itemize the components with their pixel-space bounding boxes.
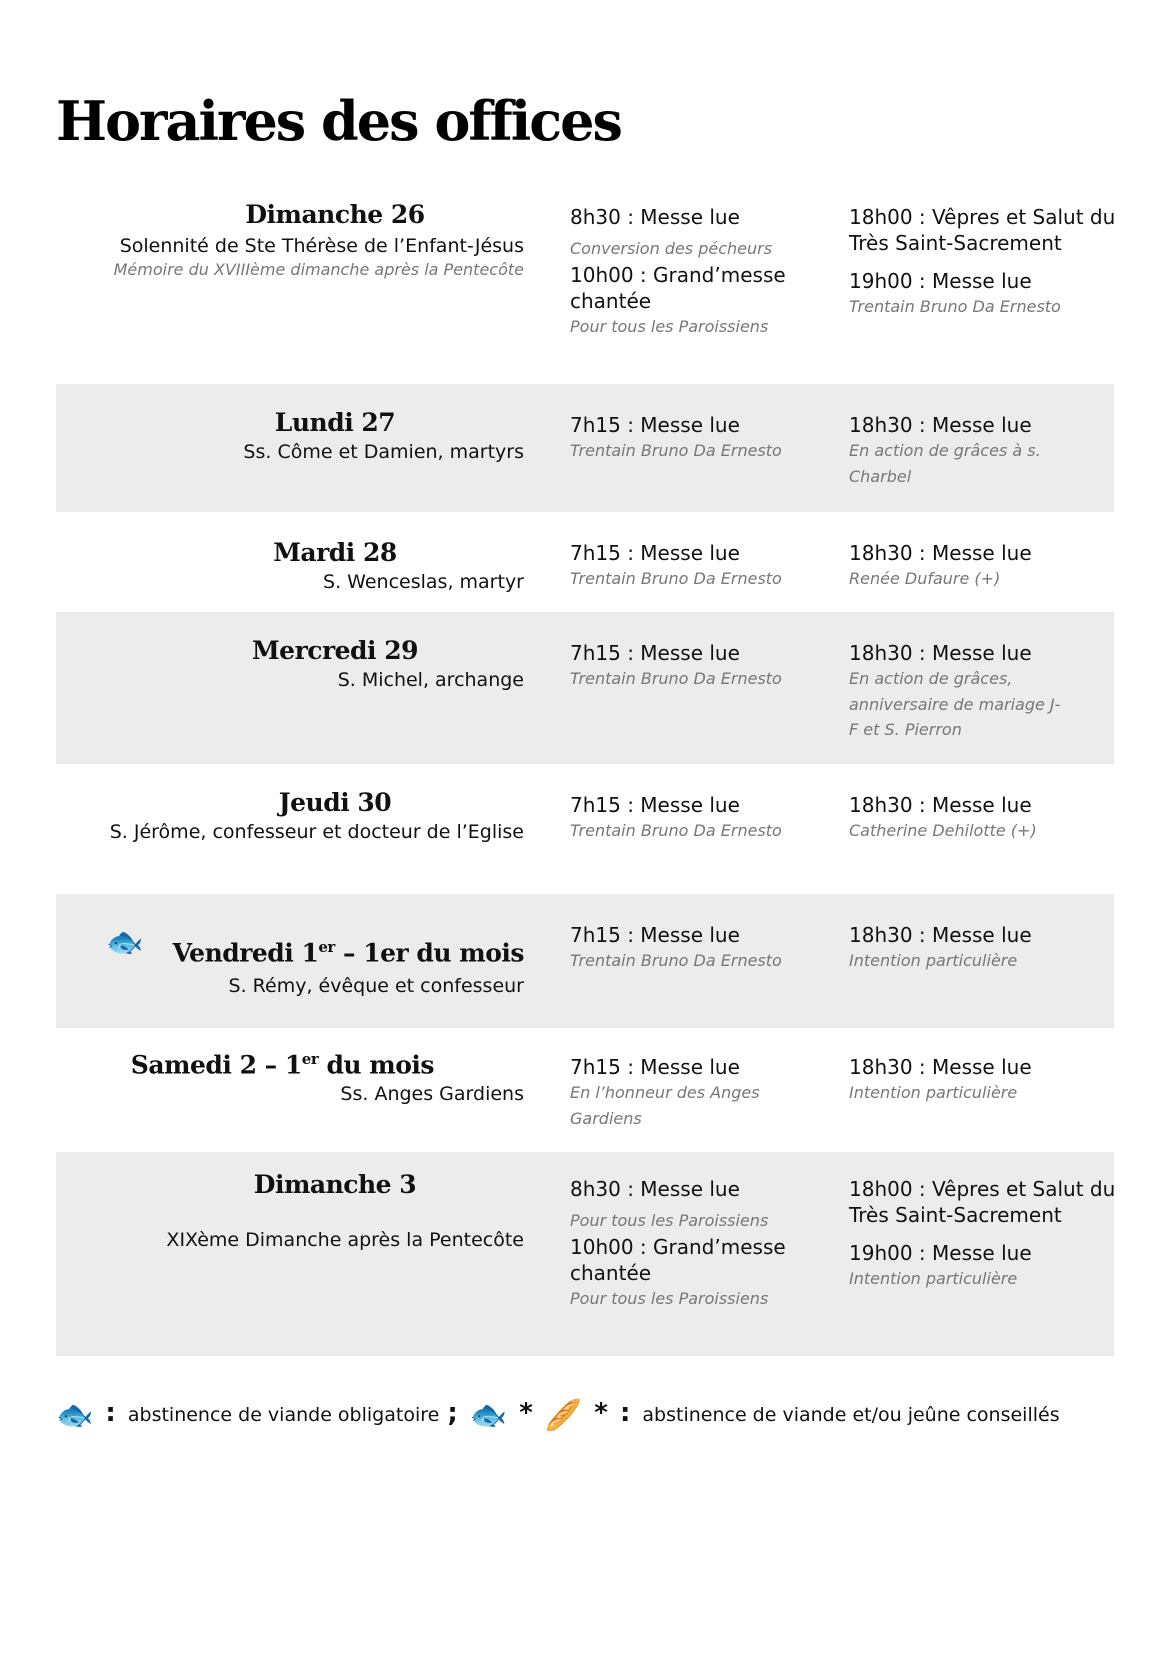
morning-column: [570, 640, 840, 692]
fish-icon: 🐟: [56, 1397, 94, 1433]
mass-intention: Trentain Bruno Da Ernesto: [570, 821, 782, 840]
day-header: [56, 200, 524, 280]
service-time: 7h15 : Messe lue: [570, 641, 740, 665]
evening-column: [849, 412, 1069, 489]
mass-intention: Pour tous les Paroissiens: [570, 316, 769, 336]
legend: 🐟 : abstinence de viande obligatoire ; 🐟 * 🥖 * : abstinence de viande et/ou jeûne conseillés: [56, 1397, 1060, 1433]
morning-column: [570, 540, 840, 592]
evening-column: [849, 204, 1119, 320]
mass-intention: En action de grâces à s. Charbel: [849, 441, 1041, 486]
morning-column: [570, 792, 840, 844]
day-row: [56, 1152, 1114, 1356]
day-header: [56, 1050, 524, 1108]
day-row: [56, 1028, 1114, 1152]
service-time: 18h30 : Messe lue: [849, 641, 1032, 665]
day-name: Jeudi 30: [278, 788, 392, 817]
service-time: 19h00 : Messe lue: [849, 1241, 1032, 1265]
mass-intention: Trentain Bruno Da Ernesto: [849, 297, 1061, 316]
day-name: Mardi 28: [273, 538, 397, 567]
day-header: [56, 636, 524, 694]
memorial: Mémoire du XVIIIème dimanche après la Pentecôte: [113, 259, 524, 279]
service-time: 18h00 : Vêpres et Salut du Très Saint-Sacrement: [849, 1177, 1116, 1227]
service-time: 8h30 : Messe lue: [570, 205, 740, 229]
mass-intention: Conversion des pécheurs: [570, 239, 773, 258]
day-name: Dimanche 26: [245, 200, 425, 229]
service-time: 18h30 : Messe lue: [849, 1055, 1032, 1079]
service-time: 7h15 : Messe lue: [570, 413, 740, 437]
service-time: 18h30 : Messe lue: [849, 793, 1032, 817]
day-header: [56, 408, 524, 466]
mass-intention: Intention particulière: [849, 1269, 1018, 1288]
morning-column: [570, 412, 840, 464]
evening-column: [849, 640, 1064, 743]
mass-intention: Pour tous les Paroissiens: [570, 1211, 769, 1230]
feast-name: S. Rémy, évêque et confesseur: [228, 975, 524, 998]
day-header: [56, 938, 524, 1000]
mass-intention: Renée Dufaure (+): [849, 569, 1001, 588]
service-time: 18h30 : Messe lue: [849, 413, 1032, 437]
feast-name: Ss. Anges Gardiens: [340, 1083, 524, 1106]
evening-column: [849, 792, 1119, 844]
day-name: Dimanche 3: [253, 1170, 417, 1199]
evening-column: [849, 922, 1119, 974]
morning-column: [570, 922, 840, 974]
service-time: 18h00 : Vêpres et Salut du Très Saint-Sacrement: [849, 205, 1116, 255]
service-time: 10h00 : Grand’messe chantée: [570, 1234, 786, 1285]
mass-intention: Intention particulière: [849, 951, 1018, 970]
day-row: [56, 894, 1114, 1028]
fish-icon: 🐟: [106, 925, 144, 960]
day-row: [56, 512, 1114, 612]
day-row: [56, 612, 1114, 764]
mass-intention: Trentain Bruno Da Ernesto: [570, 669, 782, 688]
mass-intention: Pour tous les Paroissiens: [570, 1288, 769, 1308]
service-time: 18h30 : Messe lue: [849, 923, 1032, 947]
evening-column: [849, 1054, 1119, 1106]
day-name: Mercredi 29: [251, 636, 419, 665]
service-time: 8h30 : Messe lue: [570, 1177, 740, 1201]
service-time: 10h00 : Grand’messe chantée: [570, 262, 786, 313]
mass-intention: Intention particulière: [849, 1083, 1018, 1102]
feast-name: S. Wenceslas, martyr: [323, 571, 524, 593]
service-time: 7h15 : Messe lue: [570, 1055, 740, 1079]
evening-column: [849, 1176, 1119, 1292]
feast-name: S. Jérôme, confesseur et docteur de l’Eglise: [109, 821, 524, 843]
feast-name: XIXème Dimanche après la Pentecôte: [166, 1229, 524, 1251]
service-time: 7h15 : Messe lue: [570, 793, 740, 817]
day-row: [56, 764, 1114, 894]
mass-intention: En action de grâces, anniversaire de mariage J-F et S. Pierron: [849, 669, 1061, 740]
fish-icon: 🐟: [469, 1397, 508, 1433]
service-time: 19h00 : Messe lue: [849, 269, 1032, 293]
day-row: [56, 384, 1114, 512]
feast-name: Solennité de Ste Thérèse de l’Enfant-Jésus: [119, 235, 524, 257]
feast-name: Ss. Côme et Damien, martyrs: [243, 441, 524, 463]
morning-column: [570, 1176, 840, 1311]
day-name: Vendredi 1er – 1er du mois: [172, 938, 524, 968]
page-title: Horaires des offices: [56, 89, 621, 153]
mass-intention: Trentain Bruno Da Ernesto: [570, 569, 782, 588]
mass-intention: Trentain Bruno Da Ernesto: [570, 951, 782, 970]
day-name: Samedi 2 – 1er du mois: [130, 1050, 434, 1080]
morning-column: [570, 204, 840, 339]
service-time: 7h15 : Messe lue: [570, 923, 740, 947]
evening-column: [849, 540, 1119, 592]
legend-text-abstinence: abstinence de viande obligatoire: [127, 1404, 440, 1426]
service-time: 18h30 : Messe lue: [849, 541, 1032, 565]
day-row: [56, 196, 1114, 366]
feast-name: S. Michel, archange: [337, 669, 524, 691]
day-header: [56, 1170, 524, 1254]
mass-intention: En l’honneur des Anges Gardiens: [570, 1083, 760, 1128]
mass-intention: Trentain Bruno Da Ernesto: [570, 441, 782, 460]
day-header: [56, 538, 524, 596]
day-header: [56, 788, 524, 846]
morning-column: [570, 1054, 790, 1131]
legend-text-fasting: abstinence de viande et/ou jeûne conseillés: [642, 1404, 1060, 1426]
day-name: Lundi 27: [274, 408, 396, 437]
mass-intention: Catherine Dehilotte (+): [849, 821, 1037, 840]
service-time: 7h15 : Messe lue: [570, 541, 740, 565]
bread-icon: 🥖: [544, 1397, 583, 1433]
